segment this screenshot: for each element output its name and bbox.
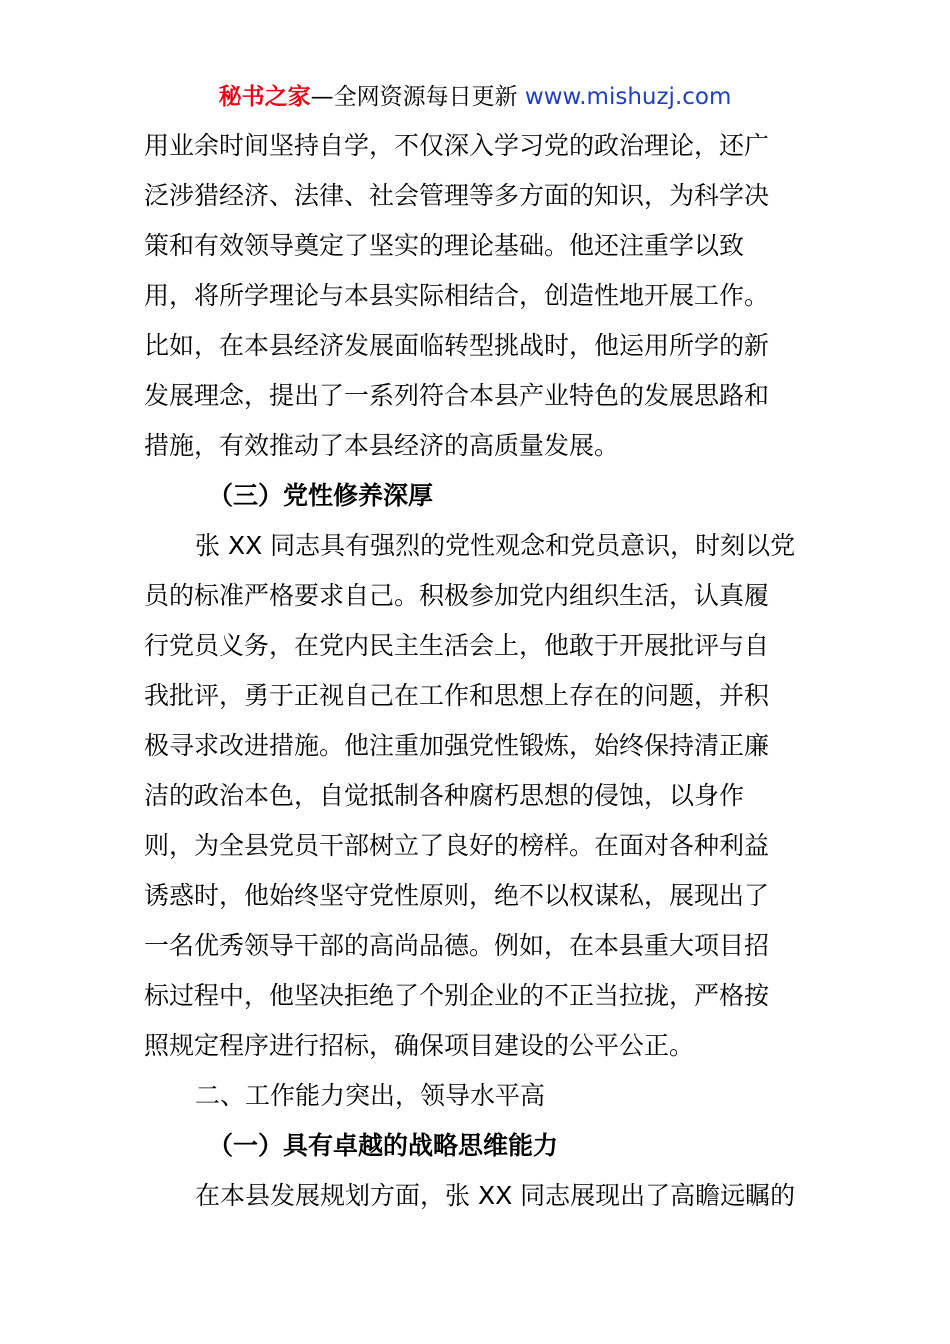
body-line: 极寻求改进措施。他注重加强党性锻炼，始终保持清正廉 bbox=[144, 731, 770, 760]
site-brand: 秘书之家 bbox=[218, 84, 311, 110]
site-tagline: —全网资源每日更新 bbox=[310, 84, 525, 110]
body-line: 用，将所学理论与本县实际相结合，创造性地开展工作。 bbox=[144, 281, 770, 310]
body-line: 策和有效领导奠定了坚实的理论基础。他还注重学以致 bbox=[144, 231, 745, 260]
site-url[interactable]: www.mishuzj.com bbox=[524, 84, 732, 110]
page-header bbox=[0, 82, 950, 112]
body-line: 用业余时间坚持自学，不仅深入学习党的政治理论，还广 bbox=[144, 131, 770, 160]
body-line: 张 XX 同志具有强烈的党性观念和党员意识，时刻以党 bbox=[195, 531, 796, 560]
section-heading: （三）党性修养深厚 bbox=[208, 481, 434, 510]
body-line: 措施，有效推动了本县经济的高质量发展。 bbox=[144, 431, 620, 460]
section-heading: （一）具有卓越的战略思维能力 bbox=[208, 1131, 559, 1160]
body-line: 泛涉猎经济、法律、社会管理等多方面的知识，为科学决 bbox=[144, 181, 770, 210]
body-line: 则，为全县党员干部树立了良好的榜样。在面对各种利益 bbox=[144, 831, 770, 860]
body-line: 标过程中，他坚决拒绝了个别企业的不正当拉拢，严格按 bbox=[144, 981, 770, 1010]
body-line: 照规定程序进行招标，确保项目建设的公平公正。 bbox=[144, 1031, 695, 1060]
body-line: 诱惑时，他始终坚守党性原则，绝不以权谋私，展现出了 bbox=[144, 881, 770, 910]
body-line: 员的标准严格要求自己。积极参加党内组织生活，认真履 bbox=[144, 581, 770, 610]
chapter-heading: 二、工作能力突出，领导水平高 bbox=[195, 1081, 546, 1110]
document-body bbox=[144, 121, 809, 1221]
body-line: 发展理念，提出了一系列符合本县产业特色的发展思路和 bbox=[144, 381, 770, 410]
body-line: 一名优秀领导干部的高尚品德。例如，在本县重大项目招 bbox=[144, 931, 770, 960]
body-line: 在本县发展规划方面，张 XX 同志展现出了高瞻远瞩的 bbox=[195, 1181, 796, 1210]
body-line: 比如，在本县经济发展面临转型挑战时，他运用所学的新 bbox=[144, 331, 770, 360]
body-line: 行党员义务，在党内民主生活会上，他敢于开展批评与自 bbox=[144, 631, 770, 660]
body-line: 洁的政治本色，自觉抵制各种腐朽思想的侵蚀，以身作 bbox=[144, 781, 745, 810]
body-line: 我批评，勇于正视自己在工作和思想上存在的问题，并积 bbox=[144, 681, 770, 710]
